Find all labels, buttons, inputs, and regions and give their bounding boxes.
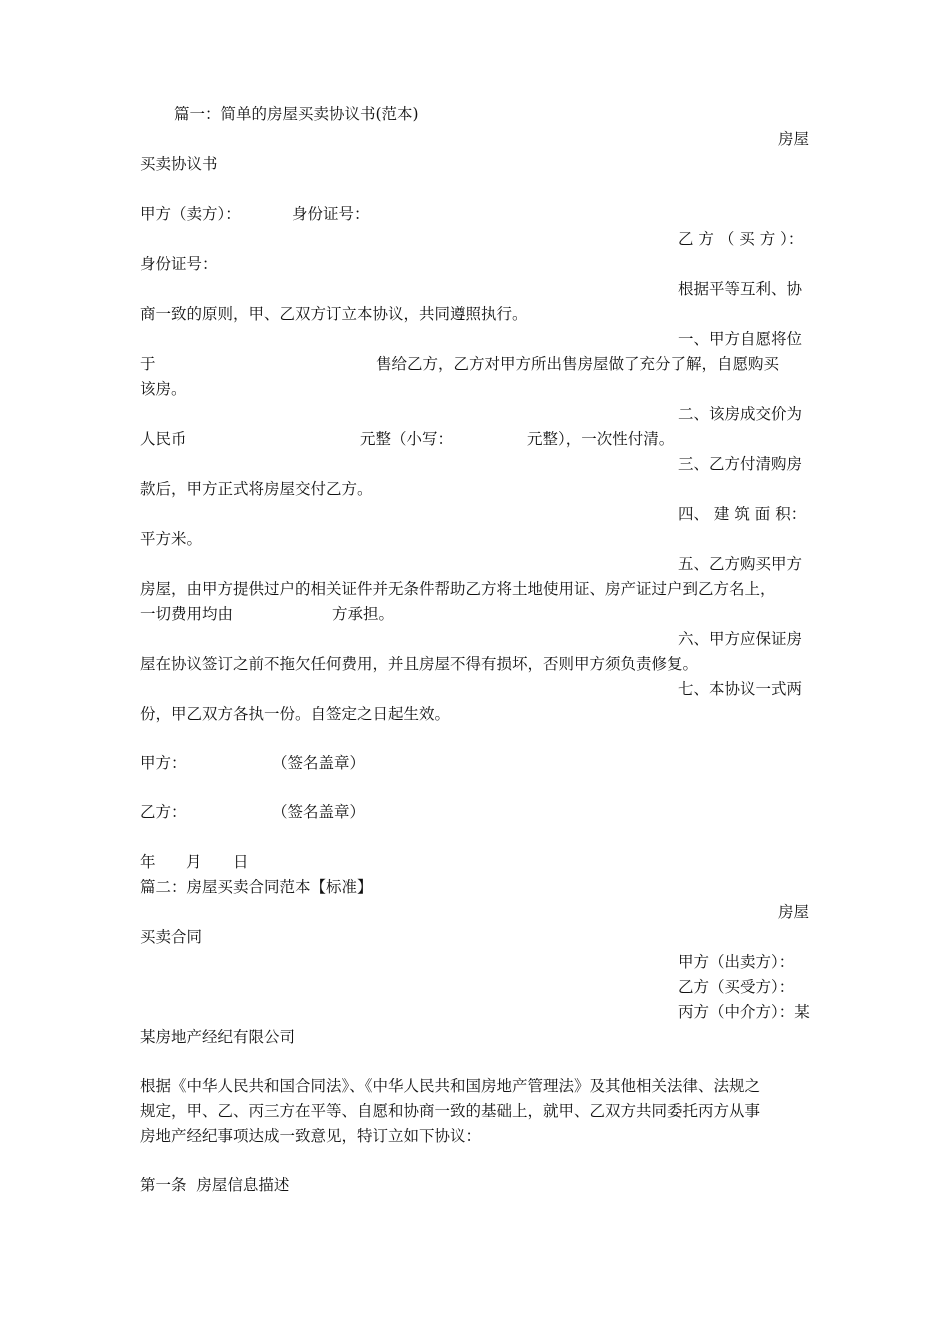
clause-3-part-a: 三、乙方付清购房 [678,455,803,473]
clause-2-payment: 元整），一次性付清。 [527,430,675,448]
agent-name: 某房地产经纪有限公司 [140,1028,296,1046]
clause-5-fees-bearer: 方承担。 [332,605,395,623]
clause-6-part-b: 屋在协议签订之前不拖欠任何费用，并且房屋不得有损坏，否则甲方须负责修复。 [140,655,699,673]
title-2: 篇二：房屋买卖合同范本【标准】 [140,878,373,896]
sign-party-b-note: （签名盖章） [272,803,366,821]
clause-5-part-b: 房屋，由甲方提供过户的相关证件并无条件帮助乙方将土地使用证、房产证过户到乙方名上， [140,580,776,598]
clause-6-part-a: 六、甲方应保证房 [678,630,803,648]
clause-1-part-a: 一、甲方自愿将位 [678,330,803,348]
clause-3-part-b: 款后，甲方正式将房屋交付乙方。 [140,480,373,498]
party-a-id-label: 身份证号： [292,205,370,223]
party-b-id-label: 身份证号： [140,255,218,273]
basis-line-1: 根据《中华人民共和国合同法》、《中华人民共和国房地产管理法》及其他相关法律、法规之 [140,1077,761,1095]
sign-party-a-label: 甲方： [140,754,187,772]
title-2-part-b: 买卖合同 [140,928,203,946]
intro-part-b: 商一致的原则，甲、乙双方订立本协议，共同遵照执行。 [140,305,528,323]
clause-5-part-a: 五、乙方购买甲方 [678,555,803,573]
clause-1-prefix: 于 [140,355,156,373]
clause-5-fees-label: 一切费用均由 [140,605,234,623]
title-1-part-a: 房屋 [778,130,810,148]
clause-1-part-c: 该房。 [140,380,187,398]
party-a-label: 甲方（卖方）： [140,205,241,223]
clause-2-amount-label: 元整（小写： [360,430,454,448]
clause-7-part-a: 七、本协议一式两 [678,680,803,698]
date-month: 月 [186,853,202,871]
buyer-label: 乙方（买受方）： [678,978,795,996]
intro-part-a: 根据平等互利、协 [678,280,803,298]
clause-1-part-b: 售给乙方，乙方对甲方所出售房屋做了充分了解，自愿购买 [376,355,780,373]
article-1-heading: 第一条 房屋信息描述 [140,1176,290,1194]
clause-4-part-b: 平方米。 [140,530,203,548]
title-1: 篇一：简单的房屋买卖协议书(范本) [174,105,419,123]
agent-label: 丙方（中介方）：某 [678,1003,810,1021]
party-b-label: 乙 方 （ 买 方 ）： [678,230,804,248]
basis-line-2: 规定，甲、乙、丙三方在平等、自愿和协商一致的基础上，就甲、乙双方共同委托丙方从事 [140,1102,761,1120]
clause-4-part-a: 四、 建 筑 面 积： [678,505,807,523]
clause-7-part-b: 份，甲乙双方各执一份。自签定之日起生效。 [140,705,451,723]
date-year: 年 [140,853,156,871]
sign-party-b-label: 乙方： [140,803,187,821]
title-1-part-b: 买卖协议书 [140,155,218,173]
sign-party-a-note: （签名盖章） [272,754,366,772]
date-day: 日 [233,853,249,871]
basis-line-3: 房地产经纪事项达成一致意见，特订立如下协议： [140,1127,482,1145]
seller-label: 甲方（出卖方）： [678,953,795,971]
clause-2-currency: 人民币 [140,430,187,448]
title-2-part-a: 房屋 [778,903,810,921]
clause-2-part-a: 二、该房成交价为 [678,405,803,423]
